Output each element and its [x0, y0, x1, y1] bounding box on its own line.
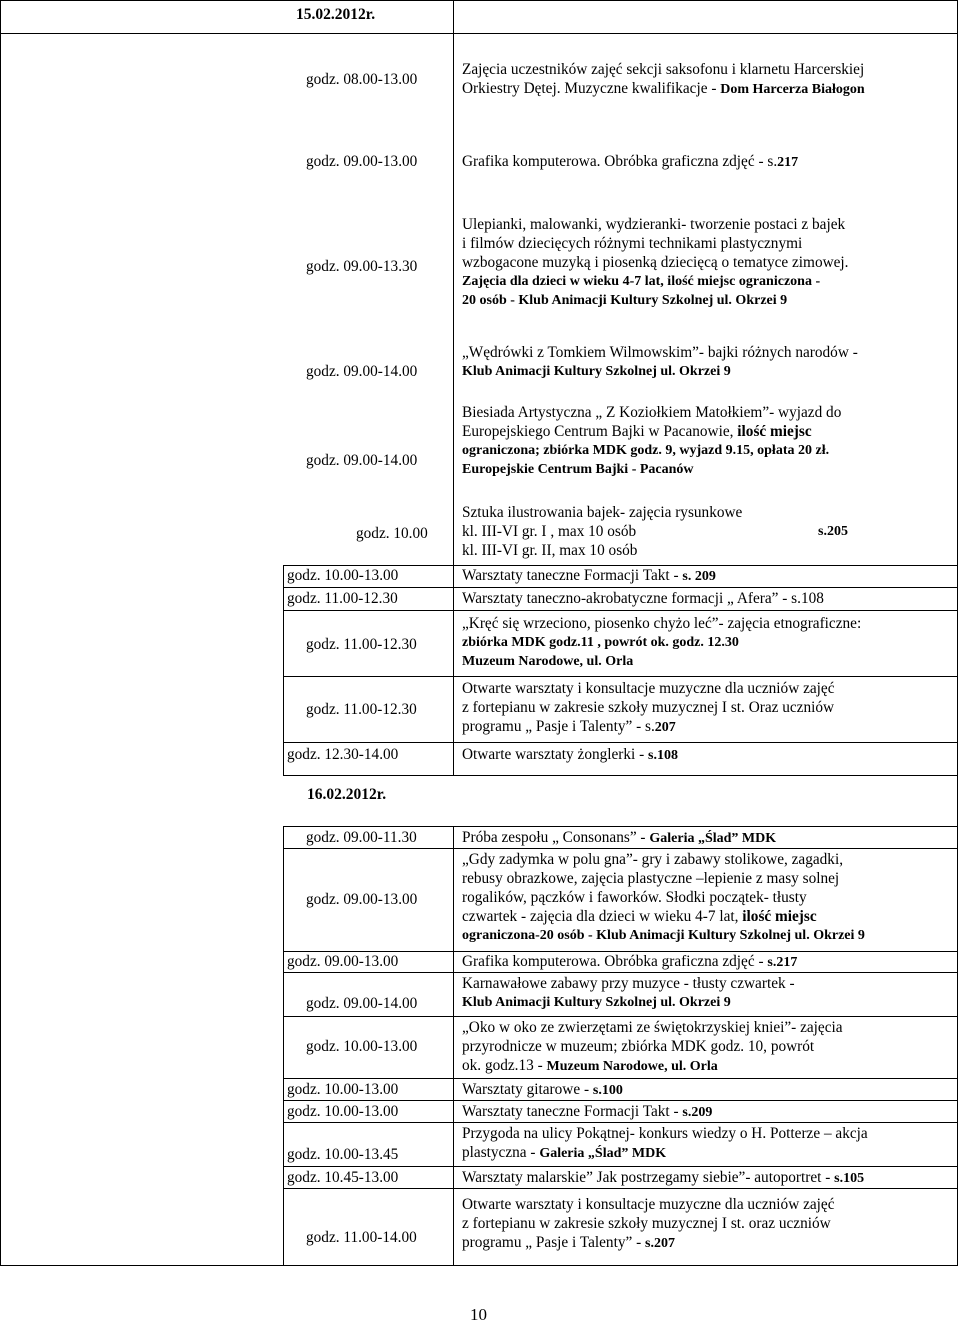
event-description: Warsztaty taneczne Formacji Takt - s. 209 — [462, 567, 716, 584]
event-description: Otwarte warsztaty i konsultacje muzyczne dla uczniów zajęć z fortepianu w zakresie szkoły muzycznej I st. oraz uczniów programu „ Pasje i Talenty” - s.207 — [462, 1196, 835, 1251]
column-divider — [453, 826, 454, 1266]
row-line — [283, 1016, 958, 1017]
event-description: Przygoda na ulicy Pokątnej- konkurs wiedzy o H. Potterze – akcja plastyczna - Galeria „Ślad” MDK — [462, 1125, 868, 1161]
event-time: godz. 09.00-14.00 — [306, 363, 418, 380]
column-divider — [453, 0, 454, 565]
event-description: Warsztaty taneczne Formacji Takt - s.209 — [462, 1103, 713, 1120]
event-description: „Kręć się wrzeciono, piosenko chyżo leć”- zajęcia etnograficzne: zbiórka MDK godz.11 , powrót ok. godz. 12.30 Muzeum Narodowe, ul. Orla — [462, 615, 862, 669]
row-line — [283, 1100, 958, 1101]
event-time: godz. 09.00-14.00 — [306, 452, 418, 469]
date-heading: 15.02.2012r. — [296, 6, 376, 23]
row-line — [283, 742, 958, 743]
event-description: Ulepianki, malowanki, wydzieranki- tworzenie postaci z bajek i filmów dziecięcych różnymi technikami plastycznymi wzbogacone muzyką i piosenką dziecięcą o tematyce zimowej. Zajęcia dla dzieci w wieku 4-7 lat, ilość miejsc ograniczona - 20 osób - Klub Animacji Kultury Szkolnej ul. Okrzei 9 — [462, 216, 849, 308]
event-time: godz. 08.00-13.00 — [306, 71, 418, 88]
row-line — [283, 1078, 958, 1079]
event-time: godz. 10.00-13.00 — [287, 1103, 399, 1120]
row-line — [283, 587, 958, 588]
event-time: godz. 10.00-13.00 — [287, 1081, 399, 1098]
page-number: 10 — [470, 1305, 487, 1324]
row-line — [283, 676, 958, 677]
row-line — [283, 1166, 958, 1167]
event-description: Zajęcia uczestników zajęć sekcji saksofonu i klarnetu Harcerskiej Orkiestry Dętej. Muzyczne kwalifikacje - Dom Harcerza Białogon — [462, 61, 865, 97]
column-divider — [453, 565, 454, 775]
event-description: Warsztaty taneczno-akrobatyczne formacji „ Afera” - s.108 — [462, 590, 824, 607]
event-description: „Wędrówki z Tomkiem Wilmowskim”- bajki różnych narodów - Klub Animacji Kultury Szkolnej ul. Okrzei 9 — [462, 344, 858, 379]
event-time: godz. 12.30-14.00 — [287, 746, 399, 763]
event-time: godz. 10.00-13.00 — [306, 1038, 418, 1055]
event-time: godz. 10.00-13.45 — [287, 1146, 399, 1163]
row-line — [283, 1122, 958, 1123]
row-line — [0, 33, 958, 34]
event-description: Warsztaty gitarowe - s.100 — [462, 1081, 623, 1098]
event-description: Sztuka ilustrowania bajek- zajęcia rysunkowe kl. III-VI gr. I , max 10 osób s.205 kl. III-VI gr. II, max 10 osób — [462, 504, 848, 559]
event-description: Otwarte warsztaty żonglerki - s.108 — [462, 746, 678, 763]
event-time: godz. 09.00-11.30 — [306, 829, 417, 846]
event-description: Karnawałowe zabawy przy muzyce - tłusty czwartek - Klub Animacji Kultury Szkolnej ul. Okrzei 9 — [462, 975, 795, 1010]
event-time: godz. 09.00-13.00 — [287, 953, 399, 970]
event-time: godz. 09.00-13.00 — [306, 153, 418, 170]
event-description: Warsztaty malarskie” Jak postrzegamy siebie”- autoportret - s.105 — [462, 1169, 865, 1186]
event-time: godz. 11.00-14.00 — [306, 1229, 417, 1246]
row-line — [283, 826, 958, 827]
event-description: Biesiada Artystyczna „ Z Koziołkiem Matołkiem”- wyjazd do Europejskiego Centrum Bajki w Pacanowie, ilość miejsc ograniczona; zbiórka MDK godz. 9, wyjazd 9.15, opłata 20 zł. Europejskie Centrum Bajki - Pacanów — [462, 404, 842, 477]
event-time: godz. 09.00-14.00 — [306, 995, 418, 1012]
event-description: Grafika komputerowa. Obróbka graficzna zdjęć - s.217 — [462, 153, 799, 170]
event-time: godz. 10.00-13.00 — [287, 567, 399, 584]
event-time: godz. 11.00-12.30 — [306, 701, 417, 718]
row-line — [283, 775, 958, 776]
event-description: Grafika komputerowa. Obróbka graficzna zdjęć - s.217 — [462, 953, 798, 970]
event-description: Otwarte warsztaty i konsultacje muzyczne dla uczniów zajęć z fortepianu w zakresie szkoły muzycznej I st. Oraz uczniów programu „ Pasje i Talenty” - s.207 — [462, 680, 835, 735]
row-line — [283, 848, 958, 849]
row-divider-left — [283, 565, 284, 775]
row-line — [283, 610, 958, 611]
event-time: godz. 10.45-13.00 — [287, 1169, 399, 1186]
event-time: godz. 11.00-12.30 — [306, 636, 417, 653]
row-divider-left — [283, 826, 284, 1266]
event-time: godz. 10.00 — [356, 525, 428, 542]
event-time: godz. 09.00-13.00 — [306, 891, 418, 908]
row-line — [283, 1188, 958, 1189]
event-description: „Oko w oko ze zwierzętami ze świętokrzyskiej kniei”- zajęcia przyrodnicze w muzeum; zbiórka MDK godz. 10, powrót ok. godz.13 - Muzeum Narodowe, ul. Orla — [462, 1019, 843, 1074]
event-time: godz. 11.00-12.30 — [287, 590, 398, 607]
event-description: Próba zespołu „ Consonans” - Galeria „Ślad” MDK — [462, 829, 777, 846]
row-line — [283, 972, 958, 973]
event-time: godz. 09.00-13.30 — [306, 258, 418, 275]
date-heading: 16.02.2012r. — [307, 786, 387, 803]
event-description: „Gdy zadymka w polu gna”- gry i zabawy stolikowe, zagadki, rebusy obrazkowe, zajęcia plastyczne –lepienie z masy solnej rogalików, pączków i faworków. Słodki początek- tłusty czwartek - zajęcia dla dzieci w wieku 4-7 lat, ilość miejsc ograniczona-20 osób - Klub Animacji Kultury Szkolnej ul. Okrzei 9 — [462, 851, 865, 943]
